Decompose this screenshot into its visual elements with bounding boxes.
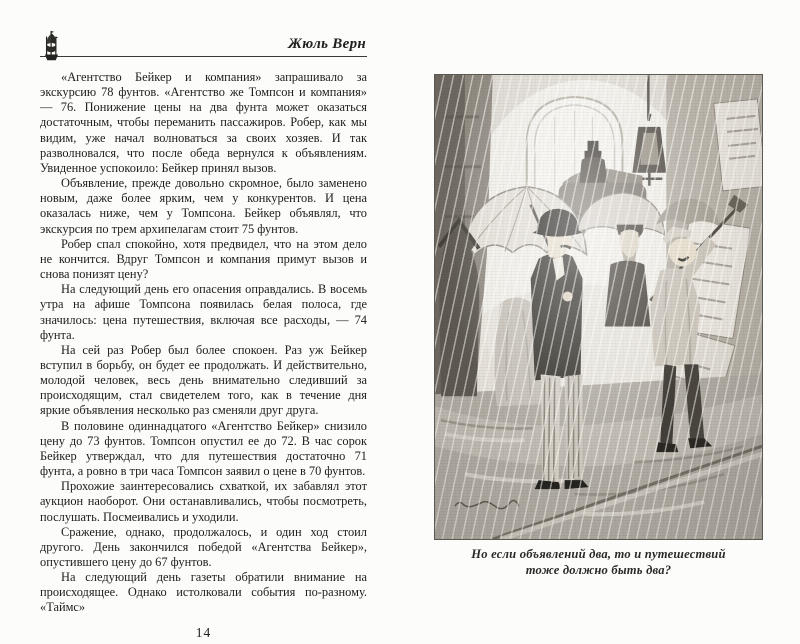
- body-text: [40, 70, 367, 616]
- paragraph: На следующий день газеты обратили внимание на происходящее. Однако истолковали события по-разному. «Таймс»: [40, 570, 367, 615]
- running-head: [40, 30, 367, 57]
- paragraph: Объявление, прежде довольно скромное, было заменено новым, даже более ярким, чем у конкурентов. И цена оказалась ниже, чем у Томпсона. Бейкер объявлял, что экскурсия по трем архипелагам стоит 75 фунтов.: [40, 176, 367, 236]
- author-running-head: Жюль Верн: [288, 36, 366, 52]
- left-page: [40, 30, 367, 641]
- caption-line-1: Но если объявлений два, то и путешествий: [471, 547, 726, 561]
- paragraph: Прохожие заинтересовались схваткой, их забавлял этот аукцион наоборот. Они останавливались, чтобы посмотреть, послушать. Посмеивались и уходили.: [40, 479, 367, 524]
- page-number: 14: [195, 624, 212, 640]
- paragraph: «Агентство Бейкер и компания» запрашивало за экскурсию 78 фунтов. «Агентство же Томпсон и компания» — 76. Понижение цены на два фунта может оказаться достаточным, чтобы переманить пассажиров. Робер, как мы видим, уже начал волноваться за своих хозяев. И так разволновался, что после обеда вернулся к объявлениям. Увиденное успокоило: Бейкер принял вызов.: [40, 70, 367, 175]
- figure-left-silhouette: [439, 221, 479, 397]
- illustration-caption: [434, 547, 763, 578]
- sailing-ship-icon: [42, 30, 61, 64]
- caption-line-2: тоже должно быть два?: [525, 562, 672, 577]
- paragraph: На следующий день его опасения оправдались. В восемь утра на афише Томпсона появилась белая полоса, где значилось: цена путешествия, включая все расходы, — 74 фунта.: [40, 282, 367, 342]
- illustration-frame: [434, 74, 763, 540]
- paragraph: На сей раз Робер был более спокоен. Раз уж Бейкер вступил в борьбу, он будет ее продолжать. И действительно, молодой человек, весь день внимательно следивший за происходящим, стал свидетелем того, как в течение дня яркие объявления несколько раз сменяли друг друга.: [40, 342, 367, 418]
- paragraph: Сражение, однако, продолжалось, и один ход стоил другого. День закончился победой «Агентства Бейкер», опустившего цену до 67 фунтов.: [40, 524, 367, 569]
- paragraph: В половине одиннадцатого «Агентство Бейкер» снизило цену до 73 фунтов. Томпсон опустил ее до 72. В час сорок Бейкер утверждал, что для путешествия достаточно 71 фунта, а ровно в три часа Томпсон заявил о цене в 70 фунтов.: [40, 418, 367, 479]
- paragraph: Робер спал спокойно, хотя предвидел, что на этом дело не кончится. Вдруг Томпсон и компания примут вызов и снова понизят цену?: [40, 236, 367, 282]
- right-page: [434, 74, 763, 578]
- street-scene-engraving: [435, 75, 762, 539]
